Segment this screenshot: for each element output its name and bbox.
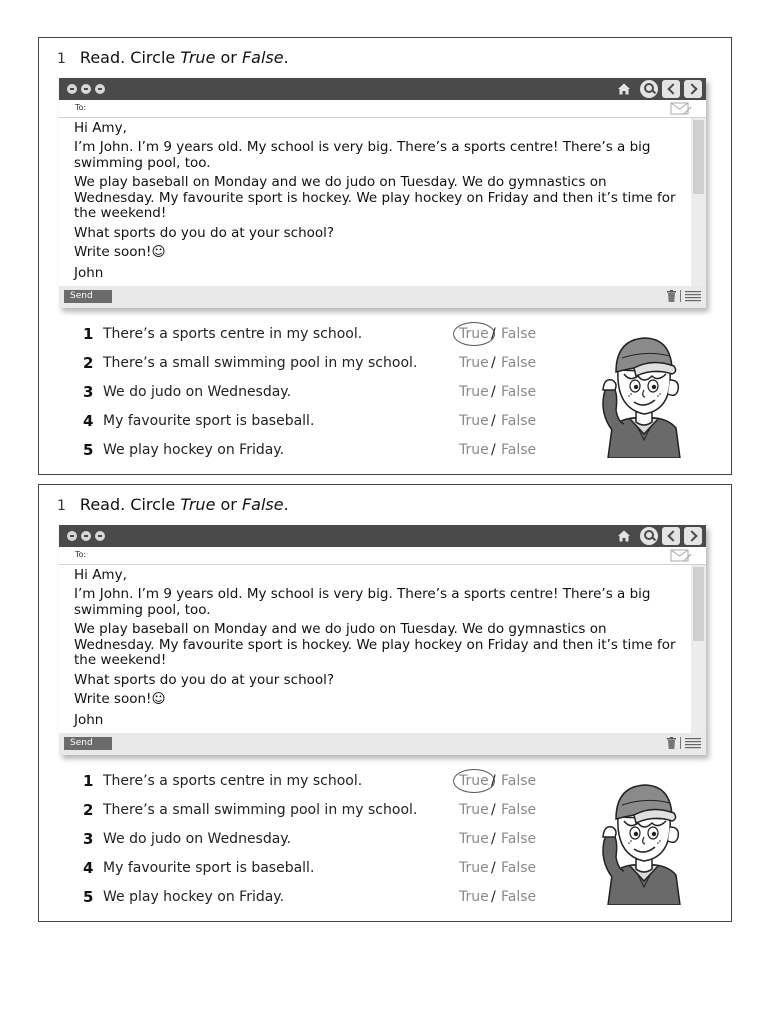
question-number: 3 <box>83 383 94 401</box>
question-number: 4 <box>83 412 94 430</box>
false-option[interactable]: False <box>501 773 537 789</box>
option-slash: / <box>491 860 496 876</box>
question-text: We do judo on Wednesday. <box>103 831 292 847</box>
email-paragraph: What sports do you do at your school? <box>74 225 335 241</box>
question-number: 5 <box>83 441 94 459</box>
email-titlebar <box>59 525 706 547</box>
option-slash: / <box>491 442 496 458</box>
search-icon[interactable] <box>640 80 658 98</box>
instruction-period: . <box>283 48 289 67</box>
true-option[interactable]: True <box>459 442 489 458</box>
email-signoff: Write soon!☺ <box>74 244 166 260</box>
question-row <box>83 440 553 460</box>
worksheet <box>38 37 732 475</box>
divider <box>680 290 681 302</box>
scrollbar[interactable] <box>691 118 706 286</box>
true-option[interactable]: True <box>459 413 489 429</box>
exercise-heading <box>57 495 289 514</box>
option-slash: / <box>491 384 496 400</box>
email-body[interactable] <box>59 118 691 286</box>
question-number: 2 <box>83 801 94 819</box>
toolbar-icons <box>616 527 702 545</box>
option-slash: / <box>491 773 496 789</box>
scrollbar-thumb[interactable] <box>693 567 704 641</box>
instruction-true: True <box>180 495 216 514</box>
email-greeting: Hi Amy, <box>74 120 127 136</box>
email-window <box>59 525 706 755</box>
window-dot-icon[interactable] <box>95 84 105 94</box>
scrollbar-thumb[interactable] <box>693 120 704 194</box>
boy-illustration <box>594 328 694 458</box>
window-dot-icon[interactable] <box>81 531 91 541</box>
question-text: There’s a small swimming pool in my school. <box>103 355 418 371</box>
home-icon[interactable] <box>616 81 632 97</box>
window-dot-icon[interactable] <box>95 531 105 541</box>
question-row <box>83 324 553 344</box>
question-row <box>83 858 553 878</box>
window-dot-icon[interactable] <box>81 84 91 94</box>
question-text: There’s a small swimming pool in my school. <box>103 802 418 818</box>
send-button[interactable]: Send <box>64 290 112 303</box>
option-slash: / <box>491 802 496 818</box>
question-text: We play hockey on Friday. <box>103 889 285 905</box>
exercise-heading <box>57 48 289 67</box>
option-slash: / <box>491 413 496 429</box>
question-text: My favourite sport is baseball. <box>103 860 315 876</box>
list-icon[interactable] <box>685 290 701 302</box>
instruction-prefix: Read. Circle <box>79 48 181 67</box>
option-slash: / <box>491 326 496 342</box>
question-row <box>83 353 553 373</box>
instruction <box>80 495 289 514</box>
envelope-icon[interactable] <box>670 102 692 116</box>
false-option[interactable]: False <box>501 802 537 818</box>
toolbar-icons <box>616 80 702 98</box>
window-dot-icon[interactable] <box>67 531 77 541</box>
window-dot-icon[interactable] <box>67 84 77 94</box>
divider <box>680 737 681 749</box>
trash-icon[interactable] <box>667 290 676 302</box>
true-option[interactable]: True <box>459 860 489 876</box>
to-label: To: <box>75 103 87 112</box>
instruction-false: False <box>241 495 284 514</box>
true-option[interactable]: True <box>459 889 489 905</box>
footer-icons <box>667 737 701 749</box>
email-titlebar <box>59 78 706 100</box>
true-option[interactable]: True <box>459 773 489 789</box>
true-option[interactable]: True <box>459 831 489 847</box>
window-controls <box>67 531 105 541</box>
scrollbar[interactable] <box>691 565 706 733</box>
email-signoff: Write soon!☺ <box>74 691 166 707</box>
option-slash: / <box>491 355 496 371</box>
trash-icon[interactable] <box>667 737 676 749</box>
instruction-prefix: Read. Circle <box>79 495 181 514</box>
true-option[interactable]: True <box>459 802 489 818</box>
option-slash: / <box>491 831 496 847</box>
list-icon[interactable] <box>685 737 701 749</box>
instruction-or: or <box>215 495 242 514</box>
boy-illustration <box>594 775 694 905</box>
instruction-period: . <box>283 495 289 514</box>
instruction-or: or <box>215 48 242 67</box>
instruction <box>80 48 289 67</box>
question-row <box>83 829 553 849</box>
false-option[interactable]: False <box>501 442 537 458</box>
false-option[interactable]: False <box>501 889 537 905</box>
question-text: There’s a sports centre in my school. <box>103 773 363 789</box>
false-option[interactable]: False <box>501 860 537 876</box>
footer-icons <box>667 290 701 302</box>
question-row <box>83 382 553 402</box>
back-arrow-icon[interactable] <box>662 527 680 545</box>
to-field[interactable] <box>59 547 706 565</box>
exercise-number: 1 <box>57 498 66 514</box>
forward-arrow-icon[interactable] <box>684 527 702 545</box>
false-option[interactable]: False <box>501 384 537 400</box>
option-slash: / <box>491 889 496 905</box>
to-field[interactable] <box>59 100 706 118</box>
question-row <box>83 411 553 431</box>
send-button[interactable]: Send <box>64 737 112 750</box>
email-footer <box>59 733 706 755</box>
email-paragraph: I’m John. I’m 9 years old. My school is very big. There’s a sports centre! There’s a big swimming pool, too. <box>74 139 651 171</box>
worksheet <box>38 484 732 922</box>
home-icon[interactable] <box>616 528 632 544</box>
question-row <box>83 771 553 791</box>
email-paragraph: What sports do you do at your school? <box>74 672 335 688</box>
email-paragraph: We play baseball on Monday and we do judo on Tuesday. We do gymnastics on Wednesday. My favourite sport is hockey. We play hockey on Friday and then it’s time for the weekend! <box>74 621 676 668</box>
false-option[interactable]: False <box>501 831 537 847</box>
question-number: 4 <box>83 859 94 877</box>
email-body[interactable] <box>59 565 691 733</box>
true-option[interactable]: True <box>459 355 489 371</box>
email-greeting: Hi Amy, <box>74 567 127 583</box>
email-paragraph: We play baseball on Monday and we do judo on Tuesday. We do gymnastics on Wednesday. My favourite sport is hockey. We play hockey on Friday and then it’s time for the weekend! <box>74 174 676 221</box>
false-option[interactable]: False <box>501 326 537 342</box>
email-paragraph: I’m John. I’m 9 years old. My school is very big. There’s a sports centre! There’s a big swimming pool, too. <box>74 586 651 618</box>
true-option[interactable]: True <box>459 384 489 400</box>
window-controls <box>67 84 105 94</box>
email-window <box>59 78 706 308</box>
question-number: 2 <box>83 354 94 372</box>
question-row <box>83 800 553 820</box>
forward-arrow-icon[interactable] <box>684 80 702 98</box>
question-text: We do judo on Wednesday. <box>103 384 292 400</box>
back-arrow-icon[interactable] <box>662 80 680 98</box>
instruction-true: True <box>180 48 216 67</box>
question-row <box>83 887 553 907</box>
question-number: 1 <box>83 772 94 790</box>
envelope-icon[interactable] <box>670 549 692 563</box>
question-text: There’s a sports centre in my school. <box>103 326 363 342</box>
instruction-false: False <box>241 48 284 67</box>
to-label: To: <box>75 550 87 559</box>
email-footer <box>59 286 706 308</box>
false-option[interactable]: False <box>501 413 537 429</box>
question-number: 5 <box>83 888 94 906</box>
question-text: My favourite sport is baseball. <box>103 413 315 429</box>
exercise-number: 1 <box>57 51 66 67</box>
question-number: 1 <box>83 325 94 343</box>
true-option[interactable]: True <box>459 326 489 342</box>
email-signature: John <box>74 265 104 281</box>
false-option[interactable]: False <box>501 355 537 371</box>
question-text: We play hockey on Friday. <box>103 442 285 458</box>
search-icon[interactable] <box>640 527 658 545</box>
email-signature: John <box>74 712 104 728</box>
question-number: 3 <box>83 830 94 848</box>
